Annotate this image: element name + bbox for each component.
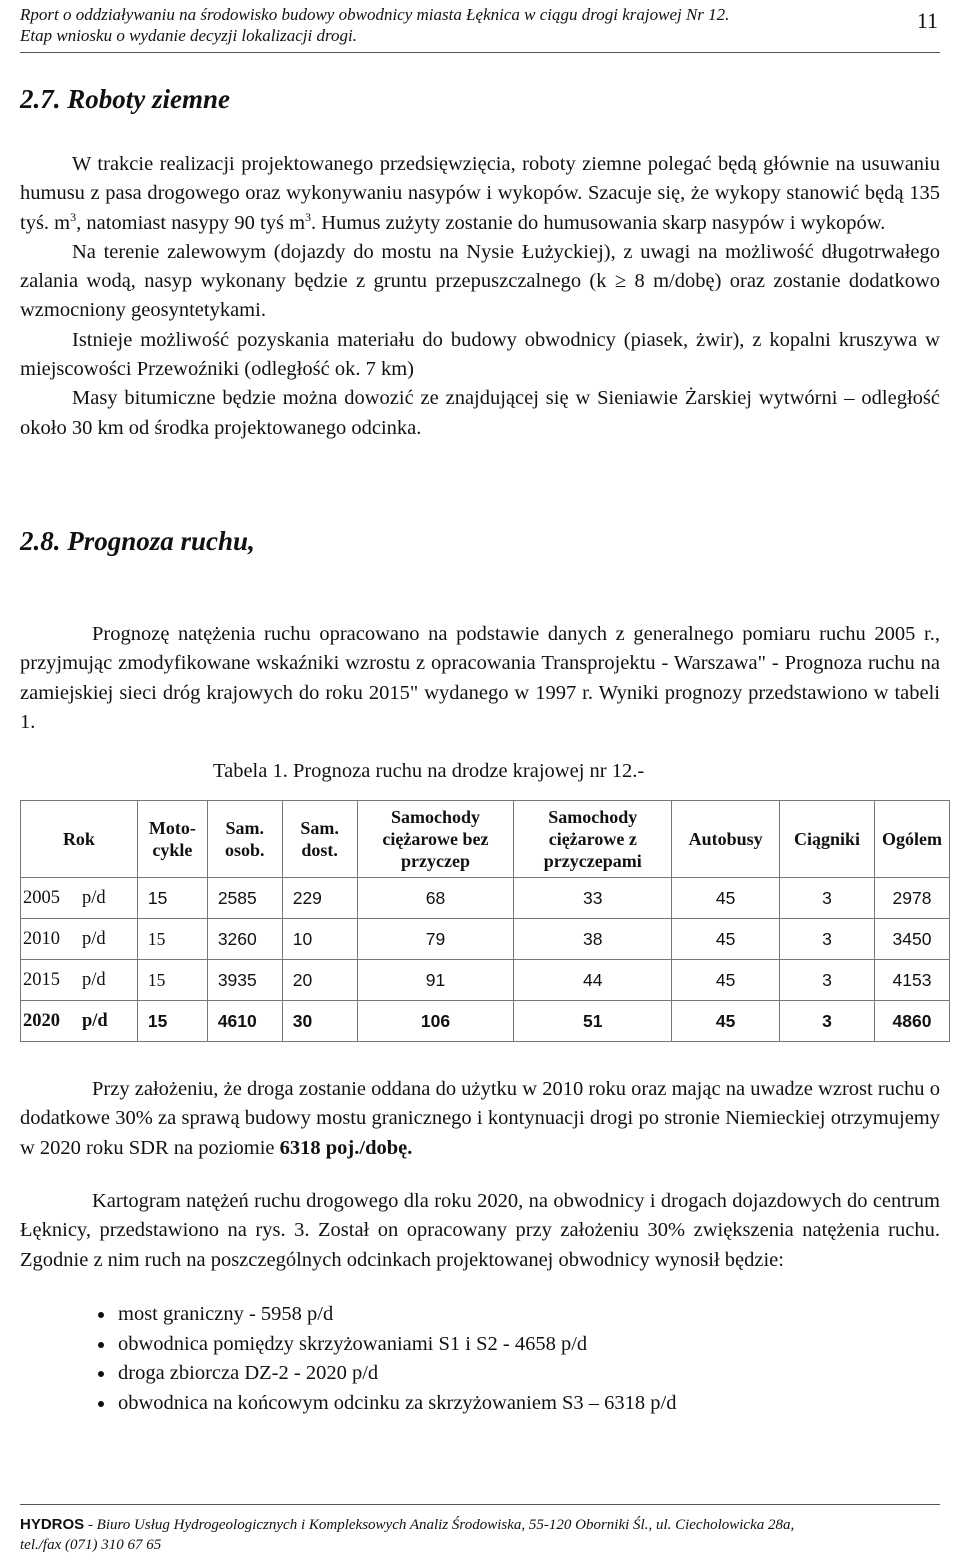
table-cell: 51 (514, 1001, 672, 1042)
table-cell: 3 (780, 919, 875, 960)
column-header: Rok (21, 801, 138, 878)
sdr-value: 6318 poj./dobę. (279, 1136, 413, 1159)
table-cell: 3260 (207, 919, 282, 960)
table-cell: 4610 (207, 1001, 282, 1042)
page-number: 11 (916, 8, 938, 33)
table-cell: 15 (137, 1001, 207, 1042)
table-cell: 4860 (874, 1001, 949, 1042)
table-cell: 3935 (207, 960, 282, 1001)
table-cell: 3450 (874, 919, 949, 960)
paragraph: Kartogram natężeń ruchu drogowego dla roku 2020, na obwodnicy i drogach dojazdowych do centrum Łęknicy, przedstawiono na rys. 3. Został on opracowany przy założeniu 30% zwiększenia natężenia ruchu. Zgodnie z nim ruch na poszczególnych odcinkach projektowanej obwodnicy wynosił będzie: (20, 1190, 940, 1271)
traffic-forecast-table (20, 800, 950, 1042)
column-header: Samochody ciężarowe bez przyczep (357, 801, 514, 878)
table-cell: 3 (780, 960, 875, 1001)
table-cell: 229 (282, 878, 357, 919)
paragraph: Na terenie zalewowym (dojazdy do mostu na Nysie Łużyckiej), z uwagi na możliwość długotrwałego zalania wodą, nasyp wykonany będzie z gruntu przepuszczalnego (k ≥ 8 m/dobę) oraz zostanie dodatkowo wzmocniony geosyntetykami. (20, 240, 940, 322)
year-cell: 2005 p/d (21, 878, 138, 919)
paragraph: Istnieje możliwość pozyskania materiału do budowy obwodnicy (piasek, żwir), z kopalni kruszywa w miejscowości Przewoźniki (odległość ok. 7 km) (20, 328, 940, 381)
table-cell: 45 (672, 960, 780, 1001)
greater-equal-symbol: ≥ (614, 270, 627, 293)
kartogram-paragraph (20, 1187, 940, 1275)
table-cell: 44 (514, 960, 672, 1001)
table-cell: 10 (282, 919, 357, 960)
table-row (21, 1001, 950, 1042)
list-item: • obwodnica pomiędzy skrzyżowaniami S1 i S2 - 4658 p/d (116, 1330, 677, 1360)
table-cell: 15 (137, 878, 207, 919)
column-header: Sam. dost. (282, 801, 357, 878)
section-2-7-body (20, 150, 940, 443)
table-cell: 15 (137, 960, 207, 1001)
footer-contact: tel./fax (071) 310 67 65 (20, 1537, 162, 1553)
table-cell: 91 (357, 960, 514, 1001)
traffic-bullet-list (68, 1300, 677, 1418)
column-header: Ciągniki (780, 801, 875, 878)
table-cell: 68 (357, 878, 514, 919)
table-caption: Tabela 1. Prognoza ruchu na drodze krajowej nr 12.- (213, 760, 645, 782)
table-cell: 3 (780, 878, 875, 919)
table-cell: 45 (672, 878, 780, 919)
section-heading-2-7: 2.7. Roboty ziemne (20, 84, 230, 114)
table-cell: 79 (357, 919, 514, 960)
section-2-8-body (20, 620, 940, 737)
paragraph: W trakcie realizacji projektowanego przedsięwzięcia, roboty ziemne polegać będą głównie na usuwaniu humusu z pasa drogowego oraz wykonywaniu nasypów i wykopów. Szacuje się, że wykopy stanowić będą 135 tyś. $m^3$, natomiast nasypy 90 tyś $m^3$. Humus zużyty zostanie do humusowania skarp nasypów i wykopów. (20, 153, 940, 234)
table-cell: 15 (137, 919, 207, 960)
table-cell: 2585 (207, 878, 282, 919)
page-header (20, 4, 940, 53)
table-header-row (21, 801, 950, 878)
table-cell: 4153 (874, 960, 949, 1001)
year-cell: 2015 p/d (21, 960, 138, 1001)
table-cell: 20 (282, 960, 357, 1001)
table-cell: 45 (672, 1001, 780, 1042)
table-cell: 45 (672, 919, 780, 960)
page-footer (20, 1504, 940, 1555)
table-cell: 106 (357, 1001, 514, 1042)
forecast-conclusion (20, 1075, 940, 1163)
table-cell: 38 (514, 919, 672, 960)
company-name: HYDROS (20, 1516, 85, 1533)
list-item: • most graniczny - 5958 p/d (116, 1300, 677, 1330)
column-header: Ogólem (874, 801, 949, 878)
table-cell: 33 (514, 878, 672, 919)
column-header: Samochody ciężarowe z przyczepami (514, 801, 672, 878)
table-row (21, 960, 950, 1001)
paragraph: Prognozę natężenia ruchu opracowano na podstawie danych z generalnego pomiaru ruchu 2005 r., przyjmując zmodyfikowane wskaźniki wzrostu z opracowania Transprojektu - Warszawa" - Prognoza ruchu na zamiejskiej sieci dróg krajowych do roku 2015" wydanego w 1997 r. Wyniki prognozy przedstawiono w tabeli 1. (20, 623, 940, 733)
paragraph: Masy bitumiczne będzie można dowozić ze znajdującej się w Sieniawie Żarskiej wytwórni – odległość około 30 km od środka projektowanego odcinka. (20, 387, 940, 439)
table-cell: 2978 (874, 878, 949, 919)
column-header: Sam. osob. (207, 801, 282, 878)
year-cell: 2020 p/d (21, 1001, 138, 1042)
column-header: Moto-cykle (137, 801, 207, 878)
table-row (21, 878, 950, 919)
table-row (21, 919, 950, 960)
footer-line: HYDROS - Biuro Usług Hydrogeologicznych i Kompleksowych Analiz Środowiska, 55-120 Oborniki Śl., ul. Ciecholowicka 28a, (20, 1516, 795, 1533)
table-cell: 30 (282, 1001, 357, 1042)
table-cell: 3 (780, 1001, 875, 1042)
header-title: Rport o oddziaływaniu na środowisko budowy obwodnicy miasta Łęknica w ciągu drogi krajowej Nr 12. (20, 5, 730, 24)
header-subtitle: Etap wniosku o wydanie decyzji lokalizacji drogi. (20, 26, 357, 45)
year-cell: 2010 p/d (21, 919, 138, 960)
section-heading-2-8: 2.8. Prognoza ruchu, (20, 526, 255, 556)
column-header: Autobusy (672, 801, 780, 878)
paragraph: Przy założeniu, że droga zostanie oddana do użytku w 2010 roku oraz mając na uwadze wzrost ruchu o dodatkowe 30% za sprawą budowy mostu granicznego i kontynuacji drogi po stronie Niemieckiej otrzymujemy w 2020 roku SDR na poziomie 6318 poj./dobę. (20, 1078, 940, 1159)
list-item: • obwodnica na końcowym odcinku za skrzyżowaniem S3 – 6318 p/d (116, 1389, 677, 1419)
list-item: • droga zbiorcza DZ-2 - 2020 p/d (116, 1359, 677, 1389)
